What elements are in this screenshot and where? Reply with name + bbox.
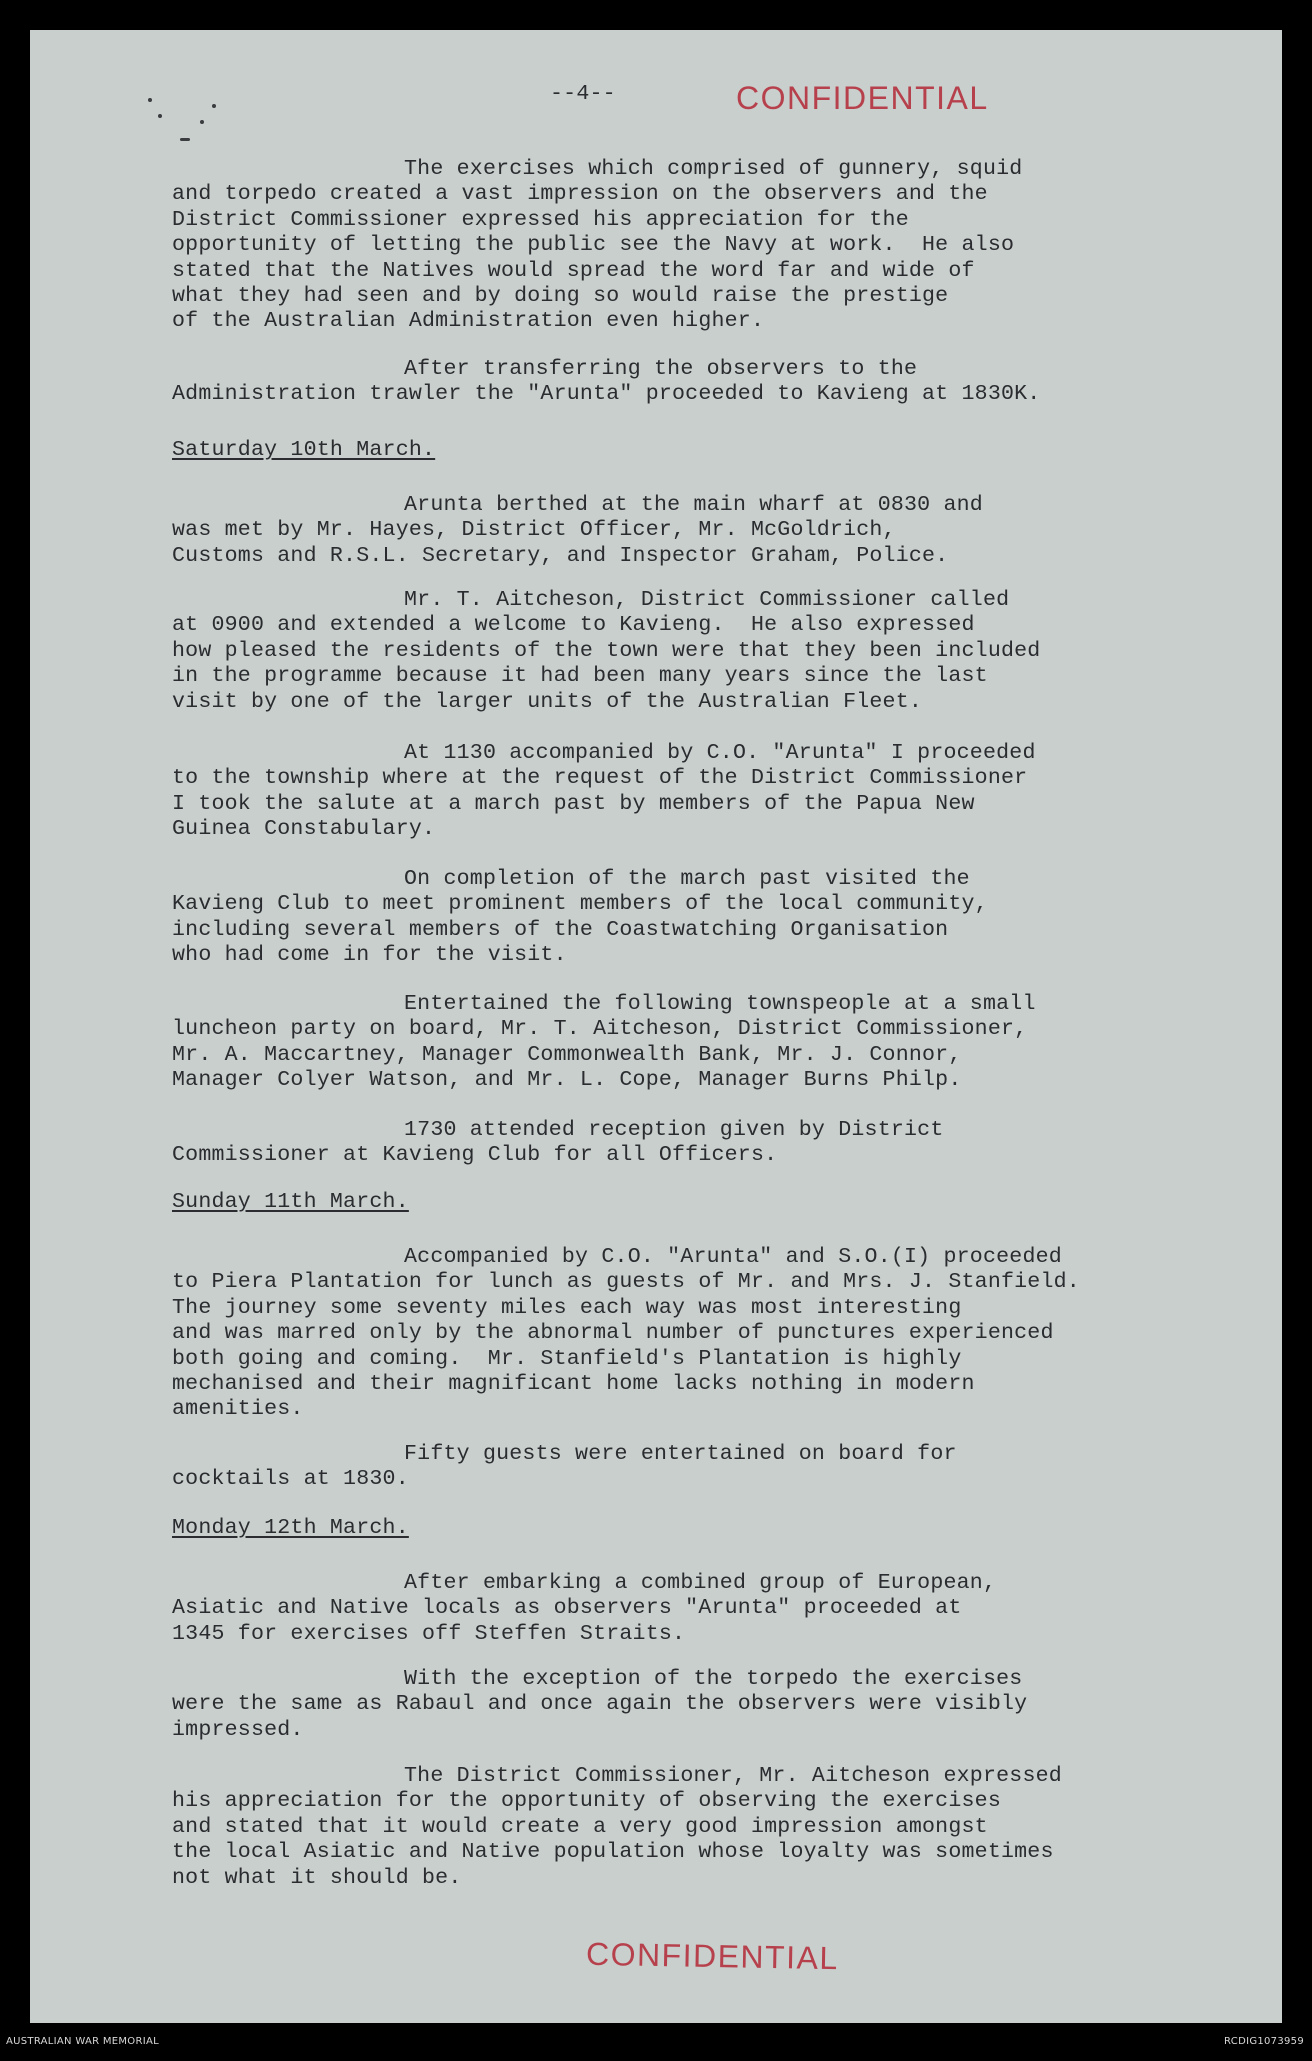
paragraph-transfer — [172, 357, 1040, 408]
text-line: With the exception of the torpedo the exercises — [404, 1667, 1023, 1691]
heading-sunday: Sunday 11th March. — [172, 1190, 409, 1214]
heading-monday: Monday 12th March. — [172, 1516, 409, 1540]
text-line: District Commissioner expressed his appreciation for the — [172, 207, 909, 232]
text-line: Arunta berthed at the main wharf at 0830 and — [404, 493, 983, 517]
text-line: After embarking a combined group of European, — [404, 1571, 997, 1595]
text-line: his appreciation for the opportunity of observing the exercises — [172, 1789, 1001, 1814]
paragraph-guests — [172, 1442, 957, 1493]
text-line: luncheon party on board, Mr. T. Aitcheson, District Commissioner, — [172, 1017, 1028, 1042]
text-line: in the programme because it had been many years since the last — [172, 664, 988, 689]
paragraph-appreciation — [172, 1764, 1062, 1891]
text-line: was met by Mr. Hayes, District Officer, Mr. McGoldrich, — [172, 518, 896, 543]
confidential-stamp-top: CONFIDENTIAL — [736, 80, 989, 116]
text-line: Mr. A. Maccartney, Manager Commonwealth Bank, Mr. J. Connor, — [172, 1042, 962, 1067]
text-line: both going and coming. Mr. Stanfield's Plantation is highly — [172, 1346, 962, 1371]
text-line: The journey some seventy miles each way was most interesting — [172, 1295, 962, 1320]
document-page — [30, 30, 1282, 2023]
text-line: what they had seen and by doing so would raise the prestige — [172, 284, 949, 309]
paragraph-reception — [172, 1118, 944, 1169]
paragraph-welcome — [172, 588, 1040, 715]
page-number: --4-- — [550, 82, 616, 106]
text-line: of the Australian Administration even higher. — [172, 309, 765, 334]
text-line: and torpedo created a vast impression on the observers and the — [172, 182, 988, 207]
text-line: Administration trawler the "Arunta" proceeded to Kavieng at 1830K. — [172, 382, 1041, 407]
text-line: Asiatic and Native locals as observers "Arunta" proceeded at — [172, 1596, 962, 1621]
text-line: Mr. T. Aitcheson, District Commissioner called — [404, 588, 1010, 612]
text-line: and was marred only by the abnormal number of punctures experienced — [172, 1321, 1054, 1346]
text-line: visit by one of the larger units of the Australian Fleet. — [172, 689, 923, 714]
text-line: opportunity of letting the public see the Navy at work. He also — [172, 233, 1015, 258]
text-line: and stated that it would create a very good impression amongst — [172, 1814, 988, 1839]
text-line: Customs and R.S.L. Secretary, and Inspector Graham, Police. — [172, 543, 949, 568]
footer-id: RCDIG1073959 — [1224, 2036, 1304, 2047]
heading-saturday: Saturday 10th March. — [172, 438, 436, 462]
punch-marks — [100, 80, 200, 160]
text-line: the local Asiatic and Native population whose loyalty was sometimes — [172, 1840, 1054, 1865]
text-line: how pleased the residents of the town were that they been included — [172, 638, 1041, 663]
confidential-stamp-bottom: CONFIDENTIAL — [585, 1935, 839, 1977]
text-line: to Piera Plantation for lunch as guests of Mr. and Mrs. J. Stanfield. — [172, 1270, 1080, 1295]
text-line: Kavieng Club to meet prominent members of the local community, — [172, 892, 988, 917]
paragraph-embarking — [172, 1571, 996, 1647]
paragraph-salute — [172, 741, 1036, 843]
text-line: I took the salute at a march past by members of the Papua New — [172, 791, 975, 816]
paragraph-exercises — [172, 157, 1022, 335]
text-line: After transferring the observers to the — [404, 357, 918, 381]
text-line: impressed. — [172, 1717, 304, 1742]
text-line: The exercises which comprised of gunnery, squid — [404, 157, 1023, 181]
text-line: amenities. — [172, 1397, 304, 1422]
text-line: Guinea Constabulary. — [172, 817, 436, 842]
paragraph-torpedo — [172, 1667, 1027, 1743]
footer-source: AUSTRALIAN WAR MEMORIAL — [6, 2036, 159, 2047]
text-line: Accompanied by C.O. "Arunta" and S.O.(I) proceeded — [404, 1245, 1062, 1269]
text-line: Commissioner at Kavieng Club for all Officers. — [172, 1143, 778, 1168]
text-line: were the same as Rabaul and once again the observers were visibly — [172, 1692, 1028, 1717]
text-line: Fifty guests were entertained on board for — [404, 1442, 957, 1466]
text-line: Entertained the following townspeople at a small — [404, 992, 1036, 1016]
paragraph-club — [172, 867, 988, 969]
text-line: Manager Colyer Watson, and Mr. L. Cope, Manager Burns Philp. — [172, 1068, 962, 1093]
text-line: The District Commissioner, Mr. Aitcheson expressed — [404, 1764, 1062, 1788]
text-line: 1730 attended reception given by District — [404, 1118, 944, 1142]
paragraph-berthed — [172, 493, 983, 569]
text-line: 1345 for exercises off Steffen Straits. — [172, 1621, 686, 1646]
text-line: who had come in for the visit. — [172, 943, 567, 968]
paragraph-luncheon — [172, 992, 1036, 1094]
text-line: stated that the Natives would spread the word far and wide of — [172, 258, 975, 283]
paragraph-plantation — [172, 1245, 1080, 1423]
text-line: to the township where at the request of the District Commissioner — [172, 766, 1028, 791]
text-line: cocktails at 1830. — [172, 1467, 409, 1492]
text-line: mechanised and their magnificant home lacks nothing in modern — [172, 1372, 975, 1397]
text-line: not what it should be. — [172, 1865, 462, 1890]
text-line: At 1130 accompanied by C.O. "Arunta" I proceeded — [404, 741, 1036, 765]
text-line: at 0900 and extended a welcome to Kavieng. He also expressed — [172, 613, 975, 638]
text-line: including several members of the Coastwatching Organisation — [172, 917, 949, 942]
text-line: On completion of the march past visited the — [404, 867, 970, 891]
